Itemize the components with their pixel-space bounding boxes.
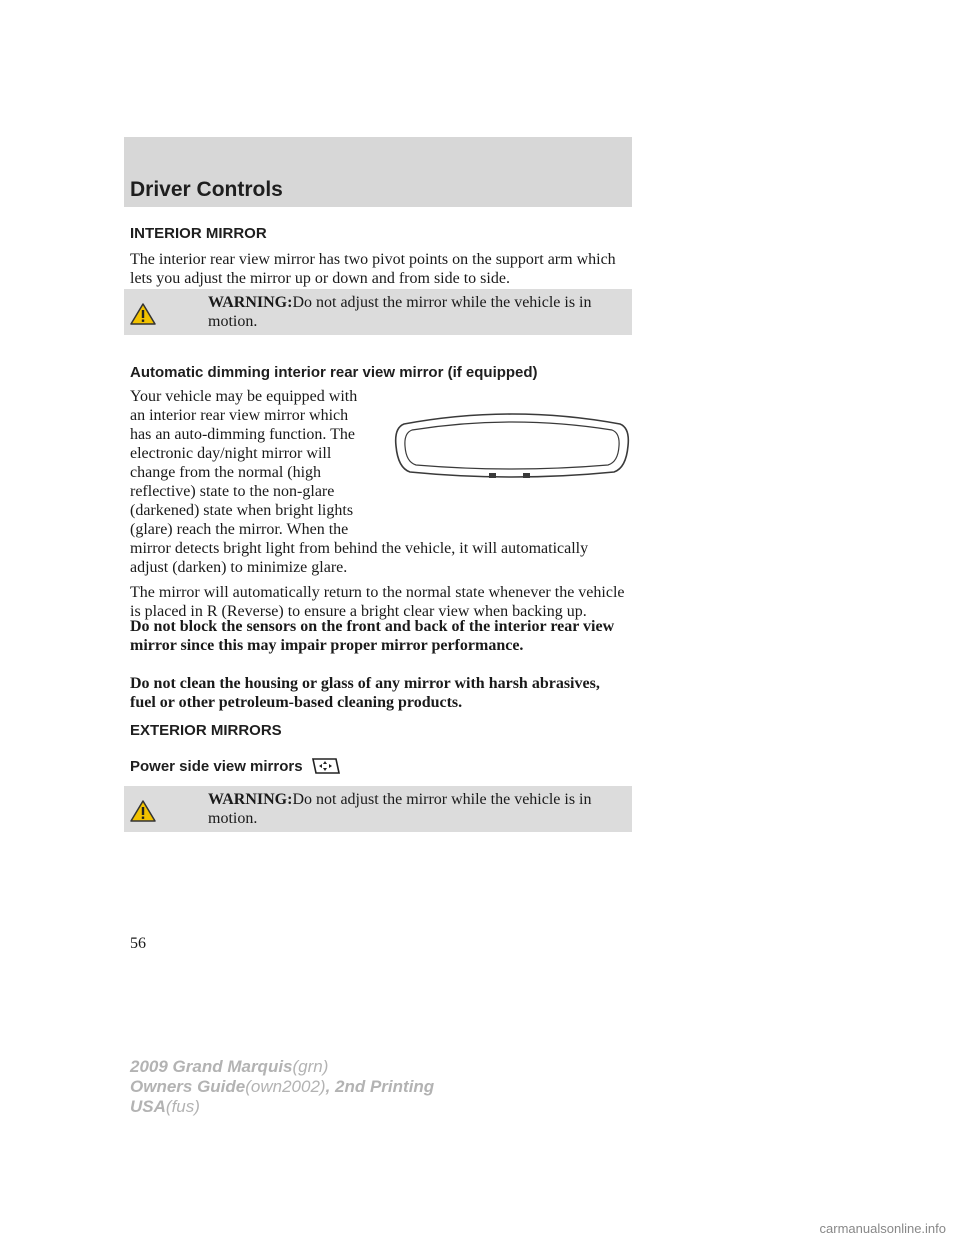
warning-label: WARNING: (208, 294, 293, 311)
page-number: 56 (130, 935, 146, 952)
footer-model-code: (grn) (292, 1057, 329, 1076)
power-mirrors-subheading: Power side view mirrors (130, 758, 303, 775)
text-line: (glare) reach the mirror. When the (130, 521, 349, 538)
warning-text-interior (208, 293, 618, 331)
text-line: Your vehicle may be equipped with (130, 388, 358, 405)
warning-label: WARNING: (208, 791, 293, 808)
warning-message: Do not adjust the mirror while the vehicle is in motion. (208, 294, 592, 330)
footer-market-code: (fus) (165, 1097, 200, 1116)
cleaning-note: Do not clean the housing or glass of any mirror with harsh abrasives, fuel or other petroleum-based cleaning products. (130, 675, 600, 711)
sensor-note: Do not block the sensors on the front and back of the interior rear view mirror since this may impair proper mirror performance. (130, 618, 615, 654)
interior-mirror-heading: INTERIOR MIRROR (130, 225, 267, 242)
footer-line-3 (130, 1097, 434, 1117)
text-line: electronic day/night mirror will (130, 445, 332, 462)
footer-model: 2009 Grand Marquis (130, 1057, 293, 1076)
footer-printing: , 2nd Printing (325, 1077, 435, 1096)
text-line: mirror detects bright light from behind the vehicle, it will automatically (130, 540, 589, 557)
text-line: has an auto-dimming function. The (130, 426, 355, 443)
footer-line-1 (130, 1057, 434, 1077)
print-footer (130, 1057, 434, 1117)
warning-triangle-icon (130, 302, 156, 326)
footer-guide-code: (own2002) (245, 1077, 326, 1096)
interior-mirror-intro: The interior rear view mirror has two pivot points on the support arm which lets you adjust the mirror up or down and from side to side. (130, 251, 616, 287)
warning-triangle-icon (130, 799, 156, 823)
site-watermark: carmanualsonline.info (819, 1221, 946, 1236)
rear-view-mirror-illustration (392, 406, 632, 486)
footer-guide: Owners Guide (130, 1077, 246, 1096)
warning-message: Do not adjust the mirror while the vehicle is in motion. (208, 791, 592, 827)
section-title: Driver Controls (130, 178, 283, 201)
exterior-mirrors-heading: EXTERIOR MIRRORS (130, 722, 282, 739)
text-line: reflective) state to the non-glare (130, 483, 335, 500)
reverse-paragraph: The mirror will automatically return to the normal state whenever the vehicle is placed in R (Reverse) to ensure a bright clear view when backing up. (130, 584, 625, 620)
warning-text-exterior (208, 790, 618, 828)
footer-market: USA (130, 1097, 166, 1116)
footer-line-2 (130, 1077, 434, 1097)
power-mirror-control-icon (310, 756, 340, 776)
text-line: change from the normal (high (130, 464, 322, 481)
text-line: adjust (darken) to minimize glare. (130, 559, 348, 576)
auto-dimming-heading: Automatic dimming interior rear view mirror (if equipped) (130, 364, 538, 381)
text-line: an interior rear view mirror which (130, 407, 349, 424)
text-line: (darkened) state when bright lights (130, 502, 354, 519)
